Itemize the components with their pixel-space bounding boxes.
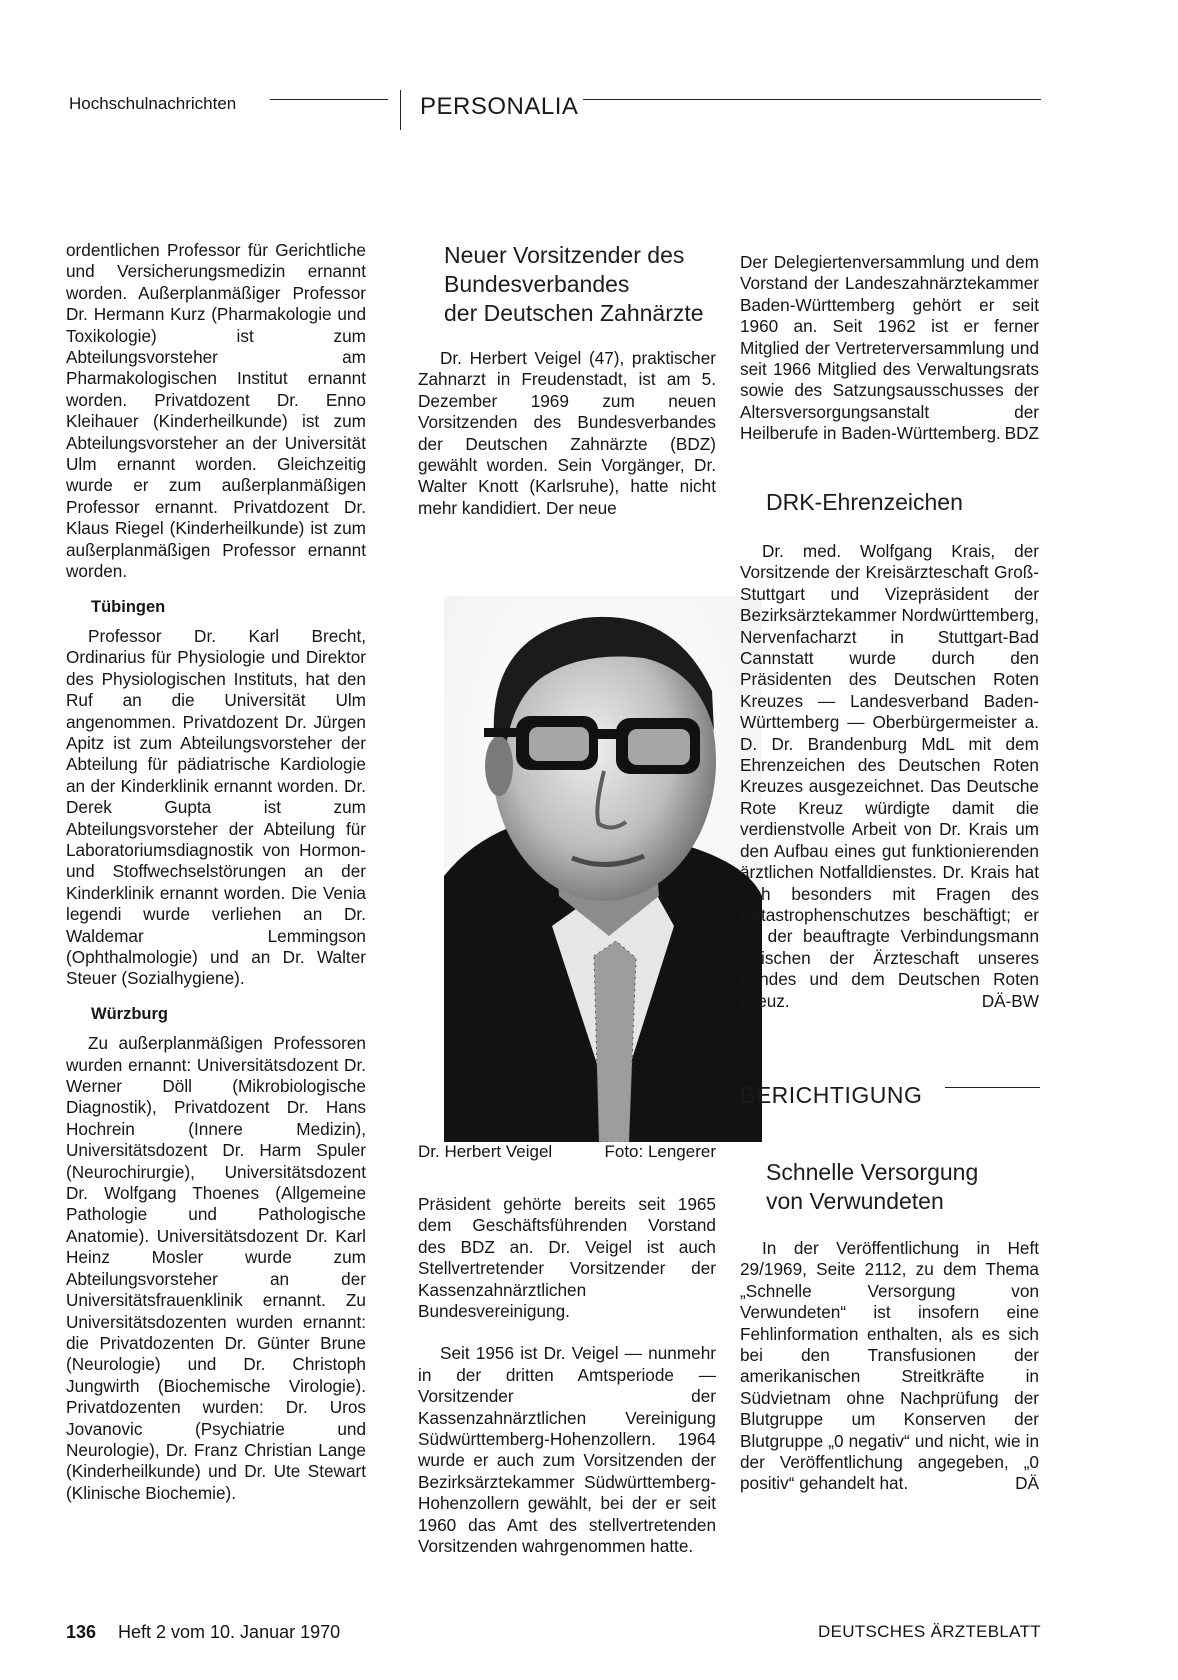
col1-paragraph-2: Professor Dr. Karl Brecht, Ordinarius für Physiologie und Direktor des Physiologischen Instituts, hat den Ruf an die Universität Ulm angenommen. Privatdozent Dr. Jürgen Apitz ist zum Abteilungsvorsteher der Abteilung für pädiatrische Kardiologie an der Kinderklinik ernannt worden. Dr. Derek Gupta ist zum Abteilungsvorsteher der Abteilung für Laboratoriumsdiagnostik von Hormon- und Stoffwechselstörungen an der Kinderklinik ernannt worden. Die Venia legendi wurde verliehen an Dr. Waldemar Lemmingson (Ophthalmologie) und an Dr. Walter Steuer (Sozialhygiene). <box>66 625 366 989</box>
section-label-hochschulnachrichten: Hochschulnachrichten <box>69 94 237 113</box>
subhead-tuebingen: Tübingen <box>91 597 166 616</box>
headline-schnelle-versorgung <box>766 1158 978 1216</box>
col3-paragraph-1-text: Der Delegiertenversammlung und dem Vorstand der Landeszahnärztekammer Baden-Württemberg gehört er seit 1960 an. Seit 1962 ist er ferner Mitglied der Vertreterversammlung und seit 1966 Mitglied des Verwaltungsrats sowie des Satzungsausschusses der Altersversorgungsanstalt der Heilberufe in Baden-Württemberg. <box>740 252 1039 444</box>
photo-caption <box>418 1142 716 1162</box>
portrait-photo <box>444 596 762 1142</box>
journal-name: DEUTSCHES ÄRZTEBLATT <box>818 1622 1041 1641</box>
signature-bdz: BDZ <box>1004 423 1039 444</box>
col3-paragraph-2 <box>740 541 1039 1012</box>
col3-paragraph-1 <box>740 252 1039 445</box>
subhead-wuerzburg: Würzburg <box>91 1004 168 1023</box>
col3-top <box>740 252 1039 445</box>
headline-neuer-vorsitzender <box>444 241 744 328</box>
section-title-berichtigung: BERICHTIGUNG <box>740 1082 923 1108</box>
col3-berichtigung <box>740 1238 1039 1495</box>
col2-paragraph-1: Dr. Herbert Veigel (47), praktischer Zahnarzt in Freudenstadt, ist am 5. Dezember 1969 zum neuen Vorsitzenden des Bundesverbandes der Deutschen Zahnärzte (BDZ) gewählt worden. Sein Vorgänger, Dr. Walter Knott (Karlsruhe), hatte nicht mehr kandidiert. Der neue <box>418 348 716 518</box>
col2-paragraph-2: Präsident gehörte bereits seit 1965 dem Geschäftsführenden Vorstand des BDZ an. Dr. Veigel ist auch Stellvertretender Vorsitzender der Kassenzahnärztlichen Bundesvereinigung. <box>418 1194 716 1322</box>
headline-line-3: der Deutschen Zahnärzte <box>444 300 704 326</box>
column-1 <box>66 240 366 1504</box>
col2-continuation <box>418 1194 716 1558</box>
headline-line-2: Bundesverbandes <box>444 271 630 297</box>
issue-info: Heft 2 vom 10. Januar 1970 <box>118 1622 341 1642</box>
page-number: 136 <box>66 1622 97 1642</box>
col1-paragraph-1: ordentlichen Professor für Gerichtliche und Versicherungsmedizin ernannt worden. Außerplanmäßiger Professor Dr. Hermann Kurz (Pharmakologie und Toxikologie) ist zum Abteilungsvorsteher am Pharmakologischen Institut ernannt worden. Privatdozent Dr. Enno Kleihauer (Kinderheilkunde) ist zum Abteilungsvorsteher an der Universität Ulm ernannt worden. Gleichzeitig wurde er zum außerplanmäßigen Professor ernannt. Privatdozent Dr. Klaus Riegel (Kinderheilkunde) ist zum außerplanmäßigen Professor ernannt worden. <box>66 240 366 582</box>
header-rule-left <box>270 99 388 100</box>
col3-paragraph-2-text: Dr. med. Wolfgang Krais, der Vorsitzende der Kreisärzteschaft Groß-Stuttgart und Vizepräsident der Bezirksärztekammer Nordwürttemberg, Nervenfacharzt in Stuttgart-Bad Cannstatt wurde durch den Präsidenten des Deutschen Roten Kreuzes — Landesverband Baden-Württemberg — Oberbürgermeister a. D. Dr. Brandenburg MdL mit dem Ehrenzeichen des Deutschen Roten Kreuzes ausgezeichnet. Das Deutsche Rote Kreuz würdigte damit die verdienstvolle Arbeit von Dr. Krais um den Aufbau eines gut funktionierenden ärztlichen Notfalldienstes. Dr. Krais hat sich besonders mit Fragen des Katastrophenschutzes beschäftigt; er ist der beauftragte Verbindungsmann zwischen der Ärzteschaft unseres Landes und dem Deutschen Roten Kreuz. <box>740 541 1039 1011</box>
headline-drk-ehrenzeichen: DRK-Ehrenzeichen <box>766 489 963 515</box>
portrait-image <box>444 596 762 1142</box>
header-rule-right <box>583 99 1041 100</box>
col3-paragraph-3 <box>740 1238 1039 1495</box>
headline3-line-2: von Verwundeten <box>766 1188 944 1214</box>
col1-paragraph-3: Zu außerplanmäßigen Professoren wurden ernannt: Universitätsdozent Dr. Werner Döll (Mikrobiologische Diagnostik), Privatdozent Dr. Hans Hochrein (Innere Medizin), Universitätsdozent Dr. Harm Spuler (Neurochirurgie), Universitätsdozent Dr. Wolfgang Thoenes (Allgemeine Pathologie und Pathologische Anatomie). Universitätsdozent Dr. Karl Heinz Mosler wurde zum Abteilungsvorsteher an der Universitätsfrauenklinik ernannt. Zu Universitätsdozenten wurden ernannt: die Privatdozenten Dr. Günter Brune (Neurologie) und Dr. Christoph Jungwirth (Biochemische Virologie). Privatdozenten wurden: Dr. Uros Jovanovic (Psychiatrie und Neurologie), Dr. Franz Christian Lange (Kinderheilkunde) und Dr. Ute Stewart (Klinische Biochemie). <box>66 1033 366 1503</box>
column-divider <box>400 90 401 130</box>
col2-intro <box>418 348 716 519</box>
caption-name: Dr. Herbert Veigel <box>418 1142 553 1161</box>
headline-line-1: Neuer Vorsitzender des <box>444 242 685 268</box>
signature-dae-bw: DÄ-BW <box>981 990 1039 1011</box>
section-title-personalia: PERSONALIA <box>420 93 579 120</box>
col3-paragraph-3-text: In der Veröffentlichung in Heft 29/1969, Seite 2112, zu dem Thema „Schnelle Versorgung von Verwundeten“ ist insofern eine Fehlinformation enthalten, als es sich bei den Transfusionen der amerikanischen Streitkräfte in Südvietnam ohne Nachprüfung der Blutgruppe um Konserven der Blutgruppe „0 negativ“ und nicht, wie in der Veröffentlichung angegeben, „0 positiv“ gehandelt hat. <box>740 1238 1039 1494</box>
headline3-line-1: Schnelle Versorgung <box>766 1159 979 1185</box>
berichtigung-rule <box>945 1087 1040 1088</box>
caption-credit: Foto: Lengerer <box>604 1142 716 1161</box>
signature-dae: DÄ <box>1015 1473 1039 1494</box>
col3-drk <box>740 541 1039 1012</box>
col2-paragraph-3: Seit 1956 ist Dr. Veigel — nunmehr in der dritten Amtsperiode — Vorsitzender der Kassenzahnärztlichen Vereinigung Südwürttemberg-Hohenzollern. 1964 wurde er auch zum Vorsitzenden der Bezirksärztekammer Südwürttemberg-Hohenzollern gewählt, bei der er seit 1960 das Amt des stellvertretenden Vorsitzenden wahrgenommen hatte. <box>418 1343 716 1557</box>
